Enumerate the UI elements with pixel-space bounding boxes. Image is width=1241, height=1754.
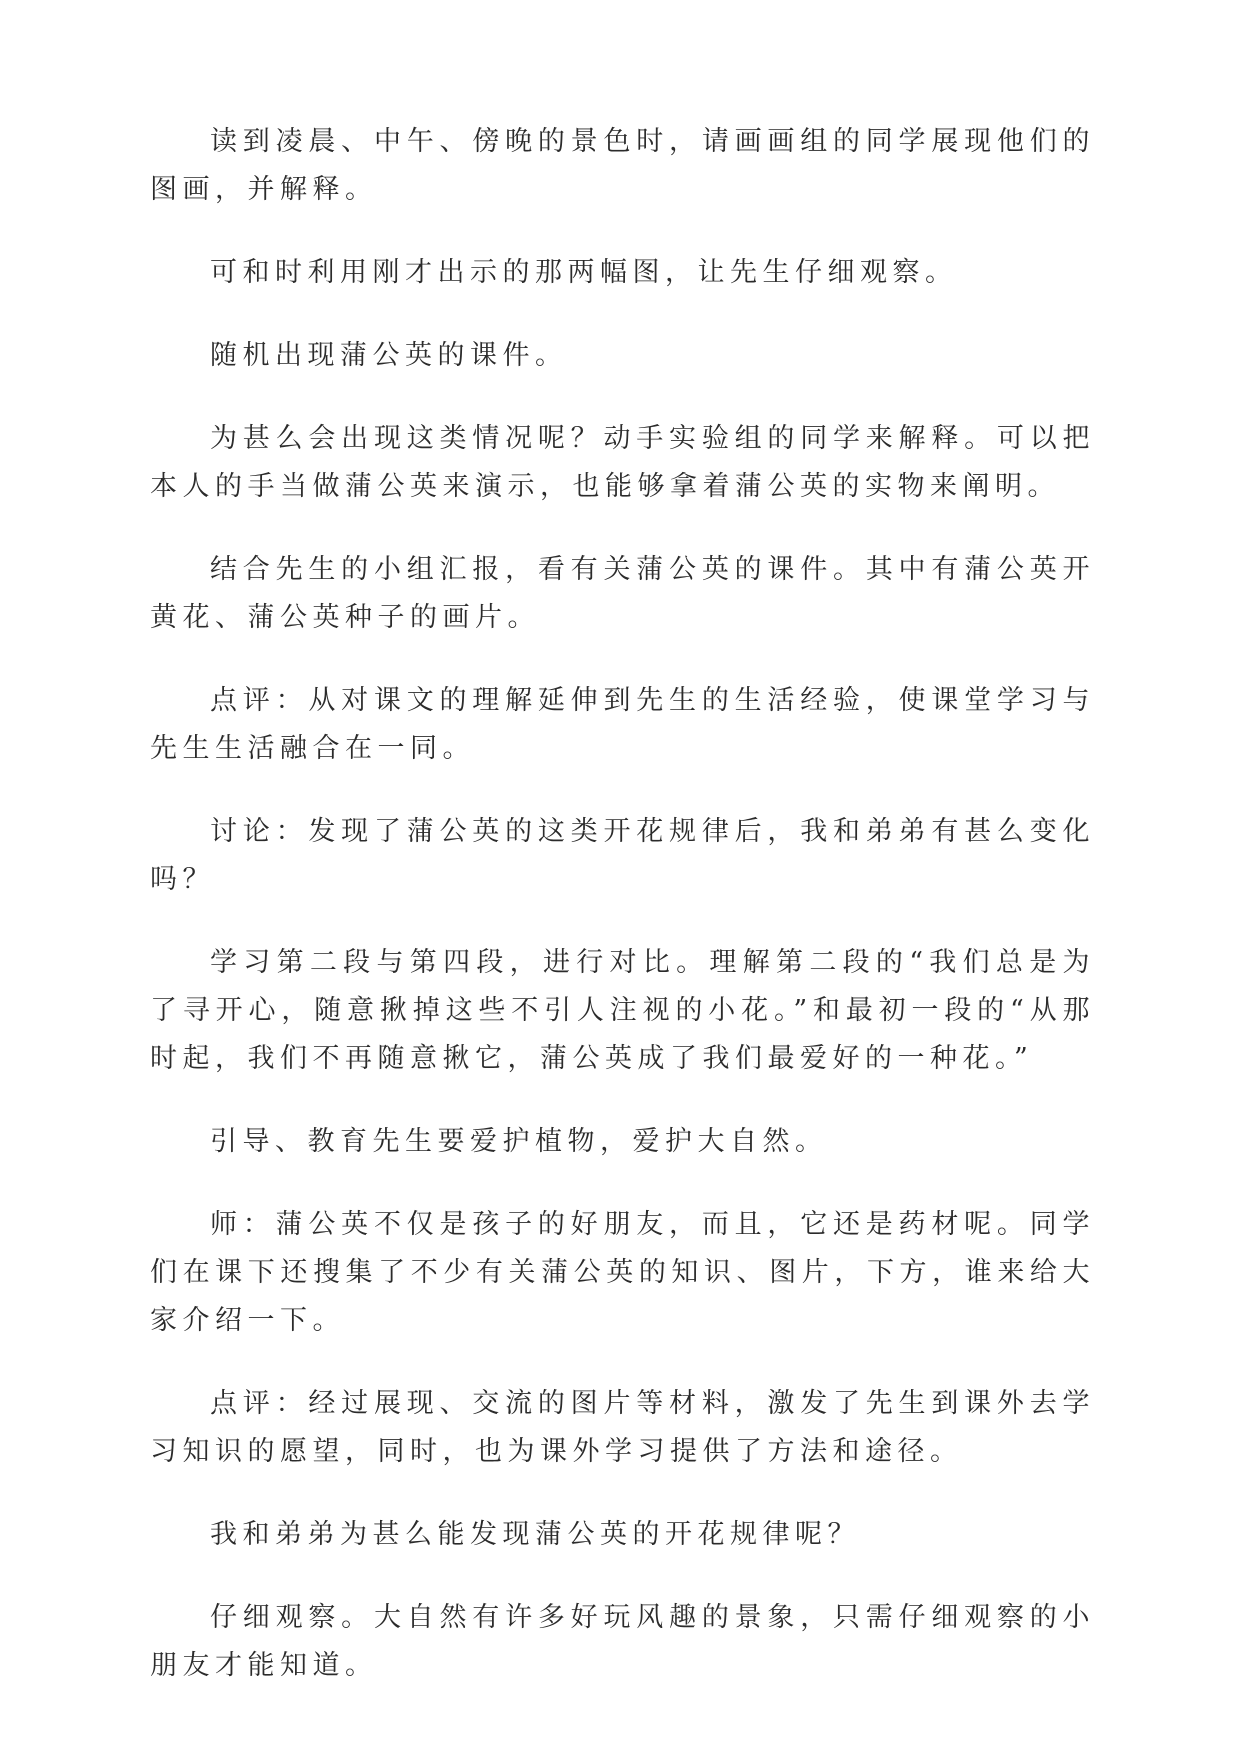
paragraph: 点评：经过展现、交流的图片等材料，激发了先生到课外去学习知识的愿望，同时，也为课外学习提供了方法和途径。: [150, 1388, 1095, 1467]
paragraph: 随机出现蒲公英的课件。: [210, 340, 568, 371]
paragraph: 师：蒲公英不仅是孩子的好朋友，而且，它还是药材呢。同学们在课下还搜集了不少有关蒲公英的知识、图片，下方，谁来给大家介绍一下。: [150, 1209, 1095, 1336]
paragraph: 读到凌晨、中午、傍晚的景色时，请画画组的同学展现他们的图画，并解释。: [150, 126, 1095, 205]
paragraph: 结合先生的小组汇报，看有关蒲公英的课件。其中有蒲公英开黄花、蒲公英种子的画片。: [150, 554, 1095, 633]
paragraph: 点评：从对课文的理解延伸到先生的生活经验，使课堂学习与先生生活融合在一同。: [150, 685, 1095, 764]
paragraph: 我和弟弟为甚么能发现蒲公英的开花规律呢？: [210, 1519, 860, 1550]
paragraph: 讨论：发现了蒲公英的这类开花规律后，我和弟弟有甚么变化吗？: [150, 816, 1095, 895]
paragraph: 引导、教育先生要爱护植物，爱护大自然。: [210, 1126, 828, 1157]
paragraph: 仔细观察。大自然有许多好玩风趣的景象，只需仔细观察的小朋友才能知道。: [150, 1602, 1095, 1681]
paragraph: 可和时利用刚才出示的那两幅图，让先生仔细观察。: [210, 257, 958, 288]
paragraph: 为甚么会出现这类情况呢？动手实验组的同学来解释。可以把本人的手当做蒲公英来演示，也能够拿着蒲公英的实物来阐明。: [150, 423, 1095, 502]
paragraph: 学习第二段与第四段，进行对比。理解第二段的“我们总是为了寻开心，随意揪掉这些不引人注视的小花。”和最初一段的“从那时起，我们不再随意揪它，蒲公英成了我们最爱好的一种花。”: [150, 947, 1095, 1074]
document-body: [150, 118, 1095, 1725]
